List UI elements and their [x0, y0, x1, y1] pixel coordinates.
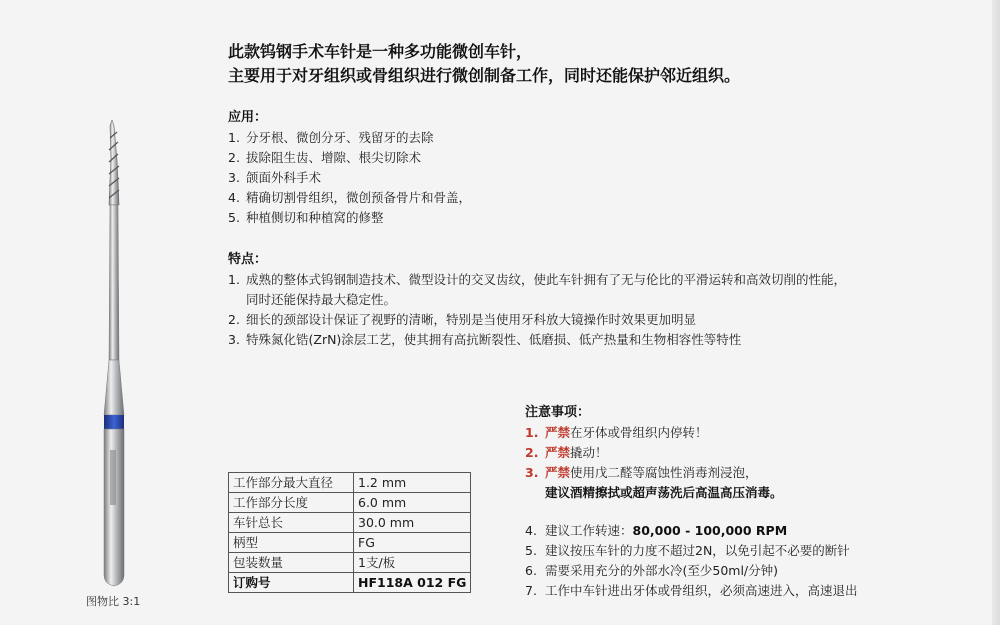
notes-section [525, 403, 985, 601]
applications-list [228, 128, 968, 228]
tungsten-carbide-surgical-bur-icon [96, 120, 132, 590]
list-item: 3. 颌面外科手术 [228, 170, 322, 185]
list-item: 5. 建议按压车针的力度不超过2N，以免引起不必要的断针 [525, 543, 850, 558]
features-section [228, 250, 968, 350]
list-item: 4. 建议工作转速：80,000 - 100,000 RPM [525, 523, 788, 538]
list-item: 2. 严禁撬动！ [525, 445, 608, 460]
list-item: 3. 特殊氮化锆(ZrN)涂层工艺，使其拥有高抗断裂性、低磨损、低产热量和生物相容性等特性 [228, 332, 742, 347]
list-item: 7. 工作中车针进出牙体或骨组织，必须高速进入，高速退出 [525, 583, 858, 598]
list-item: 2. 拔除阻生齿、增隙、根尖切除术 [228, 150, 422, 165]
applications-section [228, 108, 968, 228]
list-item: 1. 分牙根、微创分牙、残留牙的去除 [228, 130, 434, 145]
list-item: 5. 种植侧切和种植窝的修整 [228, 210, 384, 225]
features-list [228, 270, 968, 350]
list-item: 1. 成熟的整体式钨钢制造技术、微型设计的交叉齿纹，使此车针拥有了无与伦比的平滑运转和高效切削的性能， 同时还能保持最大稳定性。 [228, 272, 847, 307]
table-row: 柄型 FG [229, 533, 471, 553]
headline-line-1: 此款钨钢手术车针是一种多功能微创车针， [228, 42, 533, 61]
table-row: 车针总长 30.0 mm [229, 513, 471, 533]
list-item: 3. 严禁使用戊二醛等腐蚀性消毒剂浸泡， 建议酒精擦拭或超声荡洗后高温高压消毒。 [525, 465, 783, 500]
bur-product-image [96, 120, 132, 590]
list-item: 6. 需要采用充分的外部水冷(至少50ml/分钟) [525, 563, 779, 578]
table-row: 工作部分长度 6.0 mm [229, 493, 471, 513]
image-caption: 图物比 3:1 [86, 595, 141, 608]
scan-edge [992, 0, 1000, 625]
features-title: 特点： [228, 252, 268, 267]
applications-title: 应用： [228, 110, 268, 125]
notes-title: 注意事项： [525, 405, 591, 420]
warnings-list [525, 423, 985, 503]
table-row: 包装数量 1支/板 [229, 553, 471, 573]
order-number-row: 订购号 HF118A 012 FG [229, 573, 471, 593]
headline-line-2: 主要用于对牙组织或骨组织进行微创制备工作，同时还能保护邻近组织。 [228, 66, 741, 85]
table-row: 工作部分最大直径 1.2 mm [229, 473, 471, 493]
tips-list [525, 521, 985, 601]
headline [228, 40, 928, 88]
spec-table [228, 472, 471, 593]
list-item: 1. 严禁在牙体或骨组织内停转！ [525, 425, 708, 440]
list-item: 4. 精确切割骨组织，微创预备骨片和骨盖， [228, 190, 472, 205]
list-item: 2. 细长的颈部设计保证了视野的清晰，特别是当使用牙科放大镜操作时效果更加明显 [228, 312, 697, 327]
